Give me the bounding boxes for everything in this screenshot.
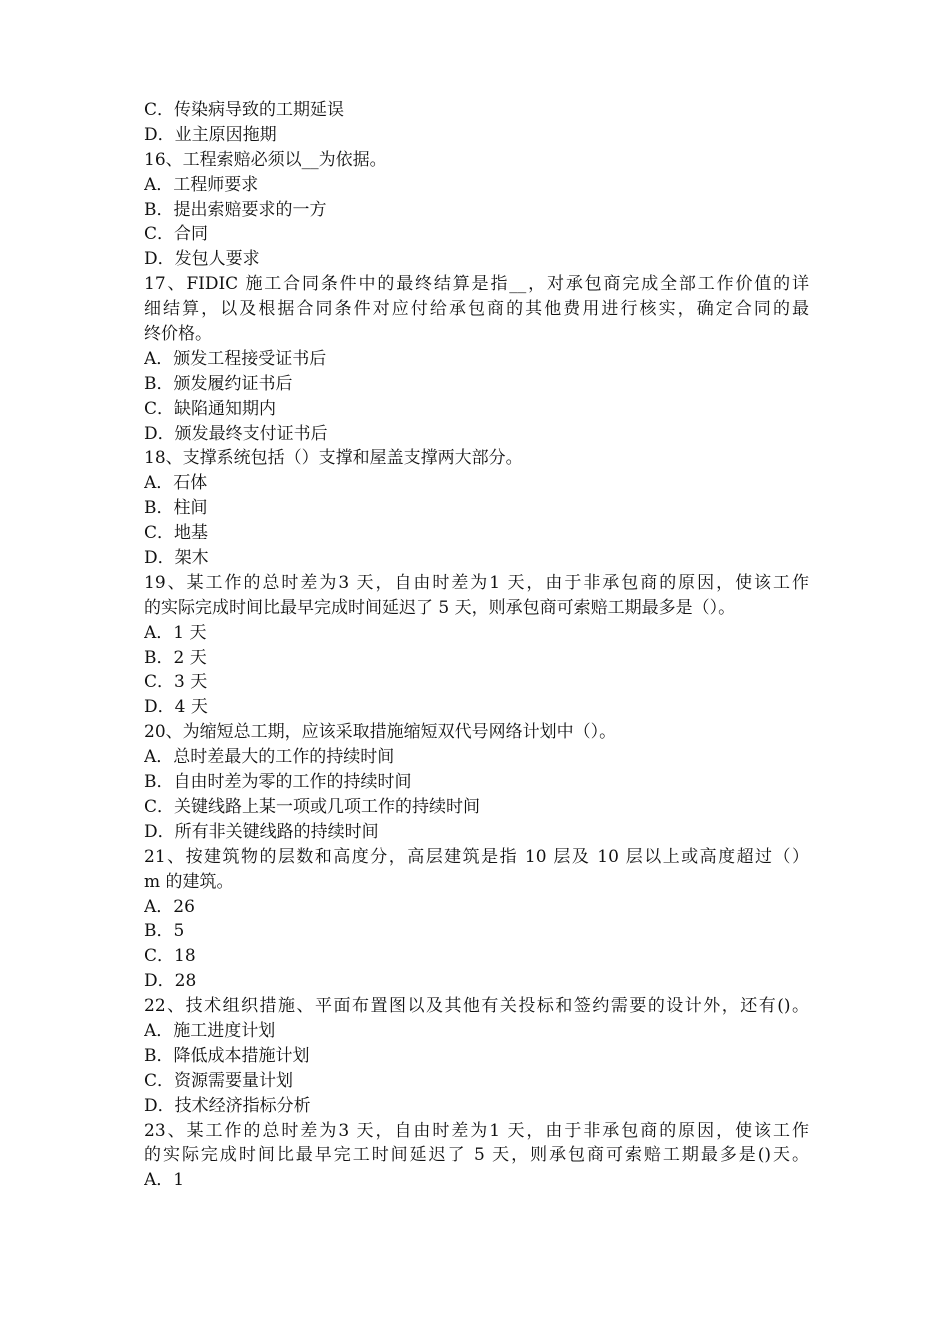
answer-option-line: C．18 — [144, 946, 196, 967]
document-page — [144, 98, 809, 1193]
question-text-line: 21、按建筑物的层数和高度分，高层建筑是指 10 层及 10 层以上或高度超过（） — [144, 846, 809, 867]
question-text-line: 的实际完成时间比最早完成时间延迟了 5 天，则承包商可索赔工期最多是（）。 — [144, 597, 736, 618]
question-text-line: 16、工程索赔必须以__为依据。 — [144, 149, 387, 170]
question-text-line: 细结算，以及根据合同条件对应付给承包商的其他费用进行核实，确定合同的最 — [144, 299, 809, 320]
question-text-line: 20、为缩短总工期，应该采取措施缩短双代号网络计划中（）。 — [144, 722, 617, 743]
answer-option-line: C．合同 — [144, 224, 209, 245]
question-text-line: 终价格。 — [144, 324, 212, 345]
answer-option-line: C．地基 — [144, 523, 209, 544]
answer-option-line: A．1 — [144, 1170, 185, 1191]
answer-option-line: A．石体 — [144, 473, 208, 494]
answer-option-line: D．28 — [144, 971, 197, 992]
answer-option-line: C．缺陷通知期内 — [144, 398, 277, 419]
answer-option-line: B．颁发履约证书后 — [144, 373, 293, 394]
answer-option-line: A．施工进度计划 — [144, 1020, 276, 1041]
answer-option-line: B．柱间 — [144, 498, 208, 519]
question-text-line: 23、某工作的总时差为3 天，自由时差为1 天，由于非承包商的原因，使该工作 — [144, 1120, 809, 1141]
answer-option-line: B．2 天 — [144, 647, 207, 668]
question-text-line: 18、支撑系统包括（）支撑和屋盖支撑两大部分。 — [144, 448, 523, 469]
answer-option-line: C．资源需要量计划 — [144, 1070, 294, 1091]
question-text-line: m 的建筑。 — [144, 871, 234, 892]
question-text-line: 的实际完成时间比最早完工时间延迟了 5 天，则承包商可索赔工期最多是()天。 — [144, 1145, 809, 1166]
answer-option-line: B．5 — [144, 921, 185, 942]
answer-option-line: D．颁发最终支付证书后 — [144, 423, 328, 444]
answer-option-line: D．技术经济指标分析 — [144, 1095, 311, 1116]
answer-option-line: C．关键线路上某一项或几项工作的持续时间 — [144, 796, 481, 817]
answer-option-line: C．3 天 — [144, 672, 208, 693]
question-text-line: 19、某工作的总时差为3 天，自由时差为1 天，由于非承包商的原因，使该工作 — [144, 572, 809, 593]
answer-option-line: D．业主原因拖期 — [144, 124, 277, 145]
answer-option-line: B．自由时差为零的工作的持续时间 — [144, 772, 412, 793]
answer-option-line: D．架木 — [144, 548, 209, 569]
answer-option-line: D．发包人要求 — [144, 249, 260, 270]
answer-option-line: A．颁发工程接受证书后 — [144, 348, 327, 369]
answer-option-line: A．26 — [144, 896, 195, 917]
question-text-line: 17、FIDIC 施工合同条件中的最终结算是指__，对承包商完成全部工作价值的详 — [144, 274, 809, 295]
answer-option-line: D．4 天 — [144, 697, 208, 718]
answer-option-line: A．工程师要求 — [144, 174, 259, 195]
answer-option-line: A．1 天 — [144, 622, 207, 643]
answer-option-line: C．传染病导致的工期延误 — [144, 100, 345, 120]
question-text-line: 22、技术组织措施、平面布置图以及其他有关投标和签约需要的设计外，还有()。 — [144, 996, 809, 1017]
answer-option-line: B．降低成本措施计划 — [144, 1045, 310, 1066]
answer-option-line: A．总时差最大的工作的持续时间 — [144, 747, 395, 768]
answer-option-line: B．提出索赔要求的一方 — [144, 199, 327, 220]
answer-option-line: D．所有非关键线路的持续时间 — [144, 821, 379, 842]
